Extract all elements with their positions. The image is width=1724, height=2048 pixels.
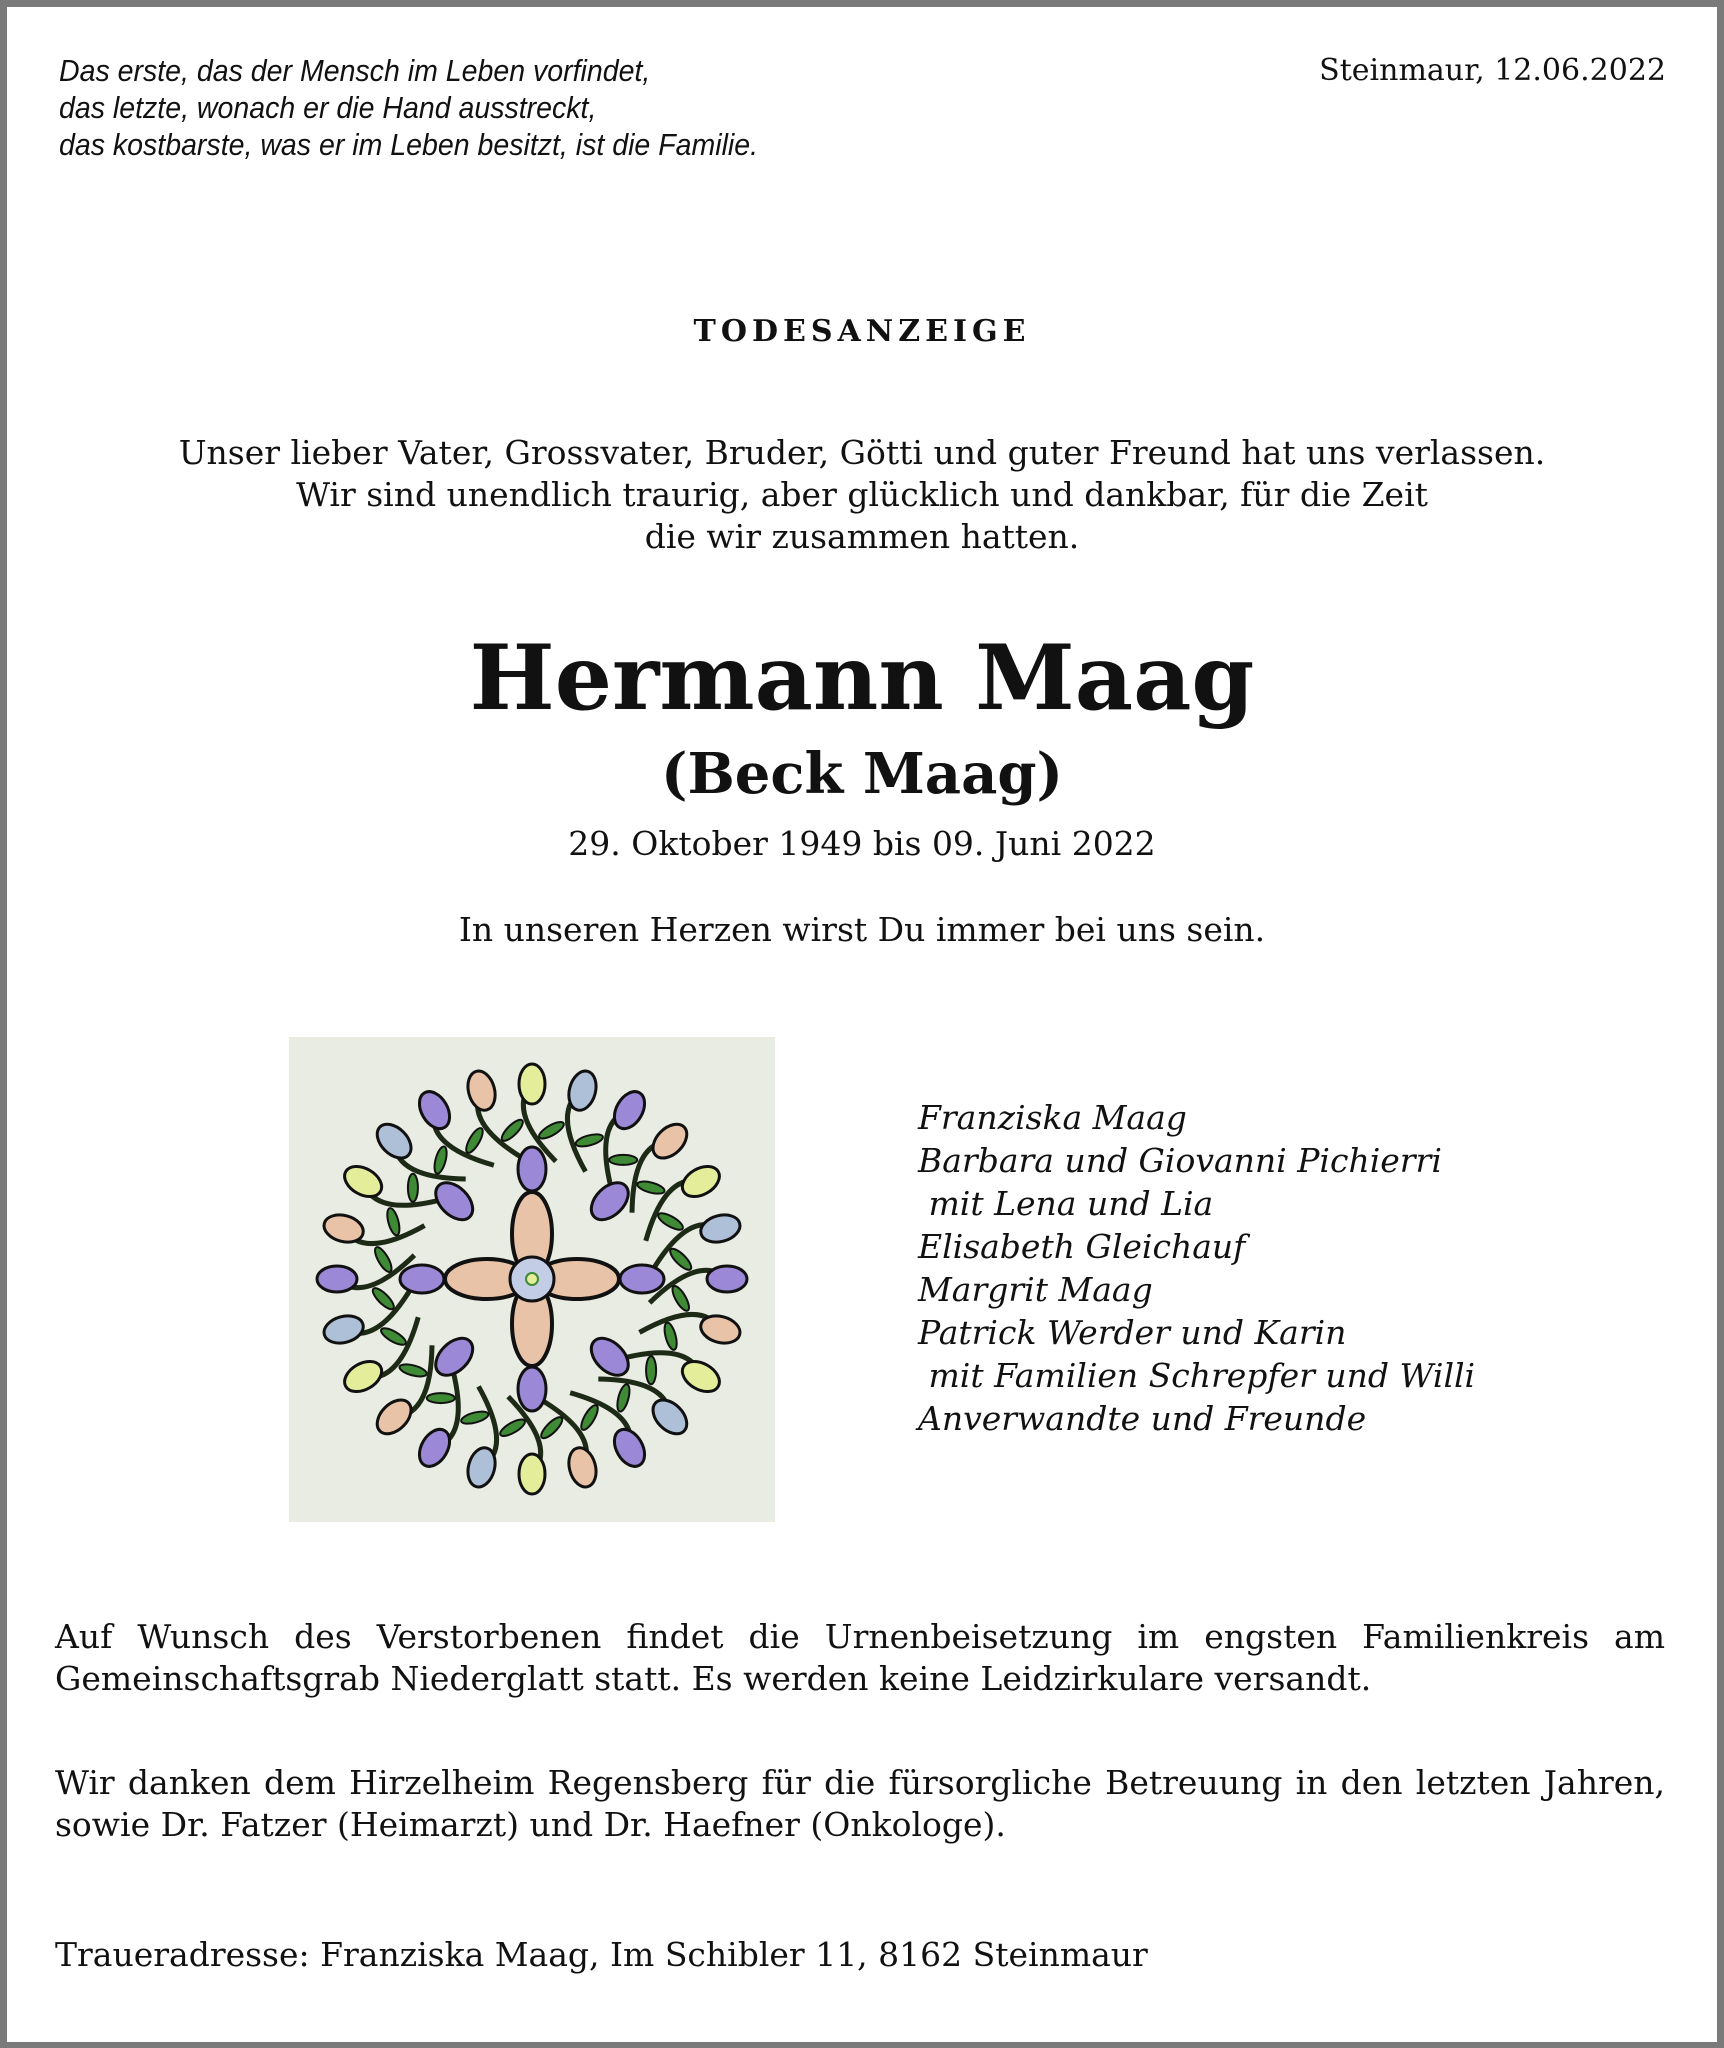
mandala-shape bbox=[429, 1331, 480, 1382]
mandala-shape bbox=[698, 1211, 743, 1246]
mourner: mit Familien Schrepfer und Willi bbox=[918, 1356, 1476, 1395]
mourner: Margrit Maag bbox=[918, 1270, 1153, 1309]
mourning-address: Traueradresse: Franziska Maag, Im Schibler 11, 8162 Steinmaur bbox=[55, 1935, 1148, 1974]
opening-quote bbox=[59, 52, 758, 163]
mandala-shape bbox=[371, 1118, 418, 1165]
mandala-shape bbox=[385, 1207, 402, 1237]
mandala-shape bbox=[519, 1454, 545, 1494]
mandala-shape bbox=[463, 1126, 486, 1155]
mourner: Patrick Werder und Karin bbox=[918, 1313, 1347, 1352]
memorial-line: In unseren Herzen wirst Du immer bei uns sein. bbox=[458, 910, 1266, 949]
mandala-shape bbox=[339, 1160, 387, 1203]
mandala-shape bbox=[526, 1273, 538, 1285]
mandala-shape bbox=[371, 1394, 418, 1441]
mandala-drawing bbox=[289, 1037, 775, 1522]
mandala-shape bbox=[427, 1393, 455, 1403]
place-date: Steinmaur, 12.06.2022 bbox=[1319, 53, 1666, 88]
mandala-image bbox=[289, 1037, 775, 1522]
heading: TODESANZEIGE bbox=[693, 314, 1031, 349]
mandala-shape bbox=[677, 1355, 725, 1398]
mandala-shape bbox=[518, 1147, 546, 1191]
mandala-shape bbox=[518, 1367, 546, 1411]
mandala-shape bbox=[379, 1325, 408, 1348]
mourner: mit Lena und Lia bbox=[918, 1184, 1214, 1223]
intro-text bbox=[0, 432, 1724, 558]
intro-line: die wir zusammen hatten. bbox=[644, 517, 1080, 556]
mandala-shape bbox=[413, 1086, 456, 1134]
mandala-shape bbox=[578, 1403, 601, 1432]
life-dates: 29. Oktober 1949 bis 09. Juni 2022 bbox=[568, 824, 1156, 863]
mandala-shape bbox=[400, 1265, 444, 1293]
mandala-shape bbox=[565, 1445, 600, 1490]
mandala-shape bbox=[669, 1284, 692, 1313]
burial-notice: Auf Wunsch des Verstorbenen findet die Urnenbeisetzung im engsten Familienkreis am Gemeinschaftsgrab Niederglatt statt. Es werden keine Leidzirkulare versandt. bbox=[55, 1617, 1665, 1698]
mandala-shape bbox=[646, 1356, 656, 1384]
mandala-shape bbox=[662, 1321, 679, 1351]
mandala-shape bbox=[574, 1132, 604, 1149]
mandala-shape bbox=[370, 1285, 397, 1312]
mandala-shape bbox=[499, 1117, 526, 1144]
quote-line: das letzte, wonach er die Hand ausstreckt, bbox=[59, 90, 597, 125]
mourner: Anverwandte und Freunde bbox=[918, 1399, 1367, 1438]
mandala-shape bbox=[667, 1246, 694, 1273]
mandala-shape bbox=[647, 1394, 694, 1441]
mandala-shape bbox=[609, 1155, 637, 1165]
mandala-shape bbox=[413, 1424, 456, 1472]
mandala-shape bbox=[408, 1174, 418, 1202]
mandala-shape bbox=[608, 1086, 651, 1134]
mandala-shape bbox=[584, 1176, 635, 1227]
mandala-shape bbox=[460, 1409, 490, 1426]
mandala-shape bbox=[584, 1331, 635, 1382]
mandala-shape bbox=[321, 1312, 366, 1347]
deceased-name: Hermann Maag bbox=[469, 625, 1255, 731]
mandala-shape bbox=[620, 1265, 664, 1293]
mandala-shape bbox=[432, 1145, 449, 1175]
intro-line: Wir sind unendlich traurig, aber glücklich und dankbar, für die Zeit bbox=[296, 475, 1428, 514]
mandala-shape bbox=[615, 1383, 632, 1413]
mandala-shape bbox=[538, 1414, 565, 1441]
mandala-shape bbox=[498, 1416, 527, 1439]
mourner: Elisabeth Gleichauf bbox=[918, 1227, 1246, 1266]
mandala-shape bbox=[317, 1266, 357, 1292]
thanks-notice: Wir danken dem Hirzelheim Regensberg für die fürsorgliche Betreuung in den letzten Jahren, sowie Dr. Fatzer (Heimarzt) und Dr. Haefner (Onkologe). bbox=[55, 1763, 1665, 1844]
mandala-shape bbox=[372, 1245, 395, 1274]
mandala-shape bbox=[647, 1118, 694, 1165]
mandala-shape bbox=[429, 1176, 480, 1227]
mandala-shape bbox=[707, 1266, 747, 1292]
mandala-shape bbox=[339, 1355, 387, 1398]
mandala-shape bbox=[519, 1064, 545, 1104]
mandala-shape bbox=[656, 1210, 685, 1233]
mandala-shape bbox=[636, 1179, 666, 1196]
mourner: Franziska Maag bbox=[918, 1098, 1187, 1137]
mandala-shape bbox=[537, 1119, 566, 1142]
mourner: Barbara und Giovanni Pichierri bbox=[918, 1141, 1442, 1180]
mandala-shape bbox=[608, 1424, 651, 1472]
mandala-shape bbox=[464, 1068, 499, 1113]
intro-line: Unser lieber Vater, Grossvater, Bruder, Götti und guter Freund hat uns verlassen. bbox=[178, 433, 1546, 472]
deceased-alias: (Beck Maag) bbox=[660, 741, 1064, 807]
quote-line: das kostbarste, was er im Leben besitzt, ist die Familie. bbox=[59, 127, 759, 162]
quote-line: Das erste, das der Mensch im Leben vorfindet, bbox=[59, 53, 651, 88]
mandala-shape bbox=[677, 1160, 725, 1203]
mandala-shape bbox=[398, 1362, 428, 1379]
mourners-list bbox=[918, 1096, 1475, 1440]
